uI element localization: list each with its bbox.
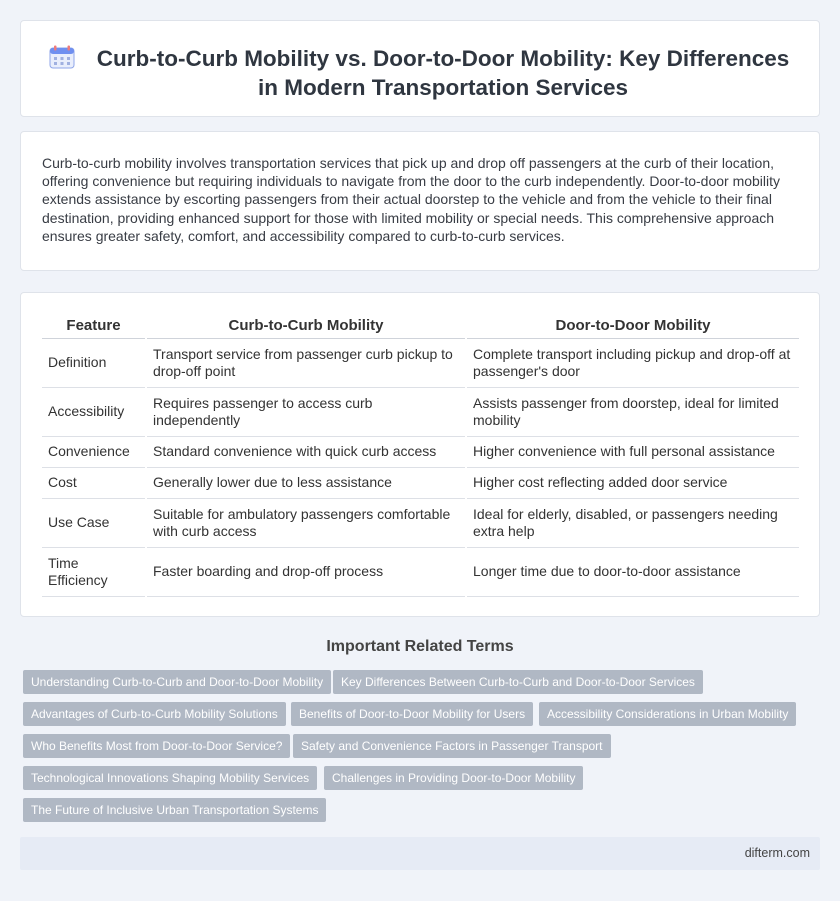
table-row — [42, 548, 799, 597]
table-row — [42, 437, 799, 468]
door-cell: Complete transport including pickup and drop-off at passenger's door — [466, 339, 799, 388]
comparison-table — [42, 315, 799, 597]
curb-cell: Suitable for ambulatory passengers comfortable with curb access — [146, 499, 466, 548]
related-term-tag[interactable]: Accessibility Considerations in Urban Mobility — [539, 702, 796, 726]
related-term-tag[interactable]: Technological Innovations Shaping Mobility Services — [23, 766, 317, 790]
door-cell: Assists passenger from doorstep, ideal for limited mobility — [466, 388, 799, 437]
intro-paragraph: Curb-to-curb mobility involves transportation services that pick up and drop off passengers at the curb of their location, offering convenience but requiring individuals to navigate from the door to the curb independently. Door-to-door mobility extends assistance by escorting passengers from their actual doorstep to the vehicle and from the vehicle to their final destination, providing enhanced support for those with limited mobility or special needs. This comprehensive approach ensures greater safety, comfort, and accessibility compared to curb-to-curb services. — [42, 155, 781, 244]
feature-cell: Convenience — [42, 437, 146, 468]
door-cell: Higher convenience with full personal assistance — [466, 437, 799, 468]
table-row — [42, 468, 799, 499]
curb-cell: Requires passenger to access curb independently — [146, 388, 466, 437]
intro-card — [20, 131, 820, 271]
feature-cell: Accessibility — [42, 388, 146, 437]
table-header-row — [42, 315, 799, 339]
feature-cell: Definition — [42, 339, 146, 388]
related-term-tag[interactable]: Safety and Convenience Factors in Passenger Transport — [293, 734, 611, 758]
page-title: Curb-to-Curb Mobility vs. Door-to-Door Mobility: Key Differences in Modern Transportation Services — [96, 46, 790, 100]
related-term-tag[interactable]: Key Differences Between Curb-to-Curb and Door-to-Door Services — [333, 670, 703, 694]
header-feature: Feature — [42, 315, 146, 339]
related-term-tag[interactable]: Advantages of Curb-to-Curb Mobility Solutions — [23, 702, 286, 726]
table-row — [42, 388, 799, 437]
feature-cell: Use Case — [42, 499, 146, 548]
door-cell: Ideal for elderly, disabled, or passengers needing extra help — [466, 499, 799, 548]
curb-cell: Generally lower due to less assistance — [146, 468, 466, 499]
footer — [20, 837, 820, 870]
curb-cell: Transport service from passenger curb pickup to drop-off point — [146, 339, 466, 388]
related-term-tag[interactable]: Who Benefits Most from Door-to-Door Service? — [23, 734, 290, 758]
feature-cell: Cost — [42, 468, 146, 499]
related-term-tag[interactable]: Understanding Curb-to-Curb and Door-to-Door Mobility — [23, 670, 331, 694]
feature-cell: Time Efficiency — [42, 548, 146, 597]
curb-cell: Standard convenience with quick curb access — [146, 437, 466, 468]
related-term-tag[interactable]: Benefits of Door-to-Door Mobility for Users — [291, 702, 533, 726]
table-row — [42, 339, 799, 388]
comparison-card — [20, 292, 820, 617]
door-cell: Longer time due to door-to-door assistance — [466, 548, 799, 597]
related-term-tag[interactable]: Challenges in Providing Door-to-Door Mobility — [324, 766, 583, 790]
related-terms-heading: Important Related Terms — [326, 638, 514, 655]
header-door-to-door: Door-to-Door Mobility — [466, 315, 799, 339]
related-term-tag[interactable]: The Future of Inclusive Urban Transportation Systems — [23, 798, 326, 822]
table-row — [42, 499, 799, 548]
door-cell: Higher cost reflecting added door service — [466, 468, 799, 499]
curb-cell: Faster boarding and drop-off process — [146, 548, 466, 597]
title-card — [20, 20, 820, 117]
footer-site-name[interactable]: difterm.com — [744, 846, 810, 860]
header-curb-to-curb: Curb-to-Curb Mobility — [146, 315, 466, 339]
